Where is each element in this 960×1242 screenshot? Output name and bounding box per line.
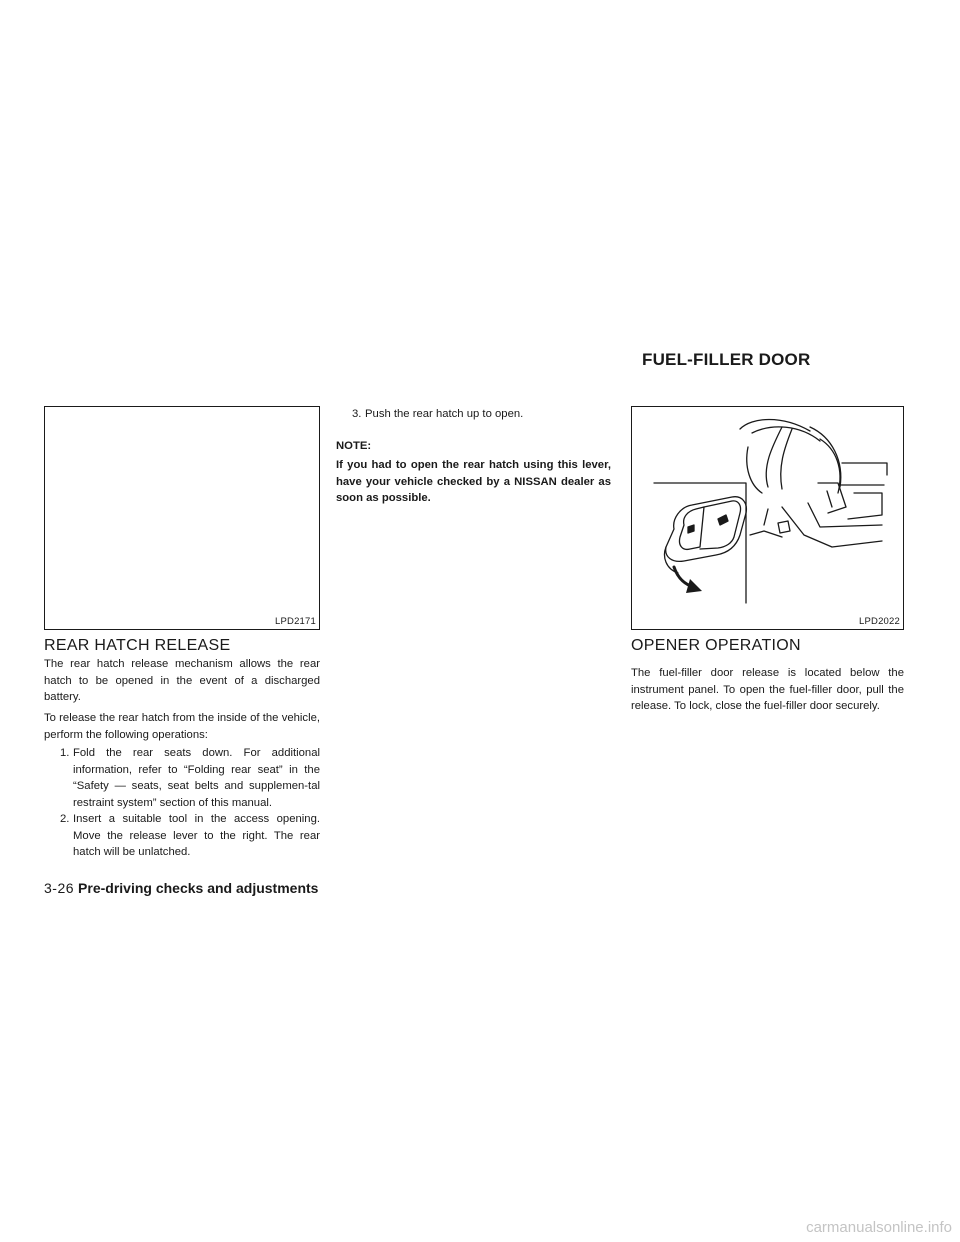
- heading-rear-hatch-release: REAR HATCH RELEASE: [44, 637, 231, 654]
- note-label: NOTE:: [336, 440, 372, 452]
- note-text: If you had to open the rear hatch using this lever, have your vehicle checked by a NISSAN dealer as soon as possible.: [336, 459, 611, 505]
- opener-operation-text: The fuel-filler door release is located below the instrument panel. To open the fuel-filler door, pull the release. To lock, close the fuel-filler door securely.: [631, 667, 904, 713]
- list-item: [44, 811, 320, 861]
- rear-hatch-illustration: [44, 406, 320, 630]
- section-heading-fuel-filler-door: FUEL-FILLER DOOR: [642, 350, 811, 369]
- rear-hatch-intro: The rear hatch release mechanism allows the rear hatch to be opened in the event of a discharged battery.: [44, 658, 320, 704]
- step-text: Fold the rear seats down. For additional information, refer to “Folding rear seat” in the “Safety — seats, seat belts and supplemen-tal restraint system” section of this manual.: [73, 747, 320, 809]
- step-number: 2.: [60, 813, 70, 825]
- fuel-filler-release-illustration: [631, 406, 904, 630]
- step-number: 3.: [352, 408, 362, 420]
- step-number: 1.: [60, 747, 70, 759]
- watermark: carmanualsonline.info: [806, 1219, 952, 1236]
- step-text: Push the rear hatch up to open.: [365, 408, 524, 420]
- fuel-filler-release-drawing: [632, 407, 905, 631]
- list-item: [336, 406, 611, 423]
- figure-label-left: LPD2171: [274, 616, 316, 627]
- rear-hatch-instruction: To release the rear hatch from the inside of the vehicle, perform the following operations:: [44, 712, 320, 741]
- figure-label-right: LPD2022: [858, 616, 900, 627]
- heading-opener-operation: OPENER OPERATION: [631, 637, 801, 654]
- list-item: [44, 745, 320, 811]
- step-text: Insert a suitable tool in the access opening. Move the release lever to the right. The rear hatch will be unlatched.: [73, 813, 320, 859]
- footer-section-name: Pre-driving checks and adjustments: [78, 880, 319, 896]
- page-number: 3-26: [44, 880, 75, 896]
- page-footer: [44, 880, 318, 896]
